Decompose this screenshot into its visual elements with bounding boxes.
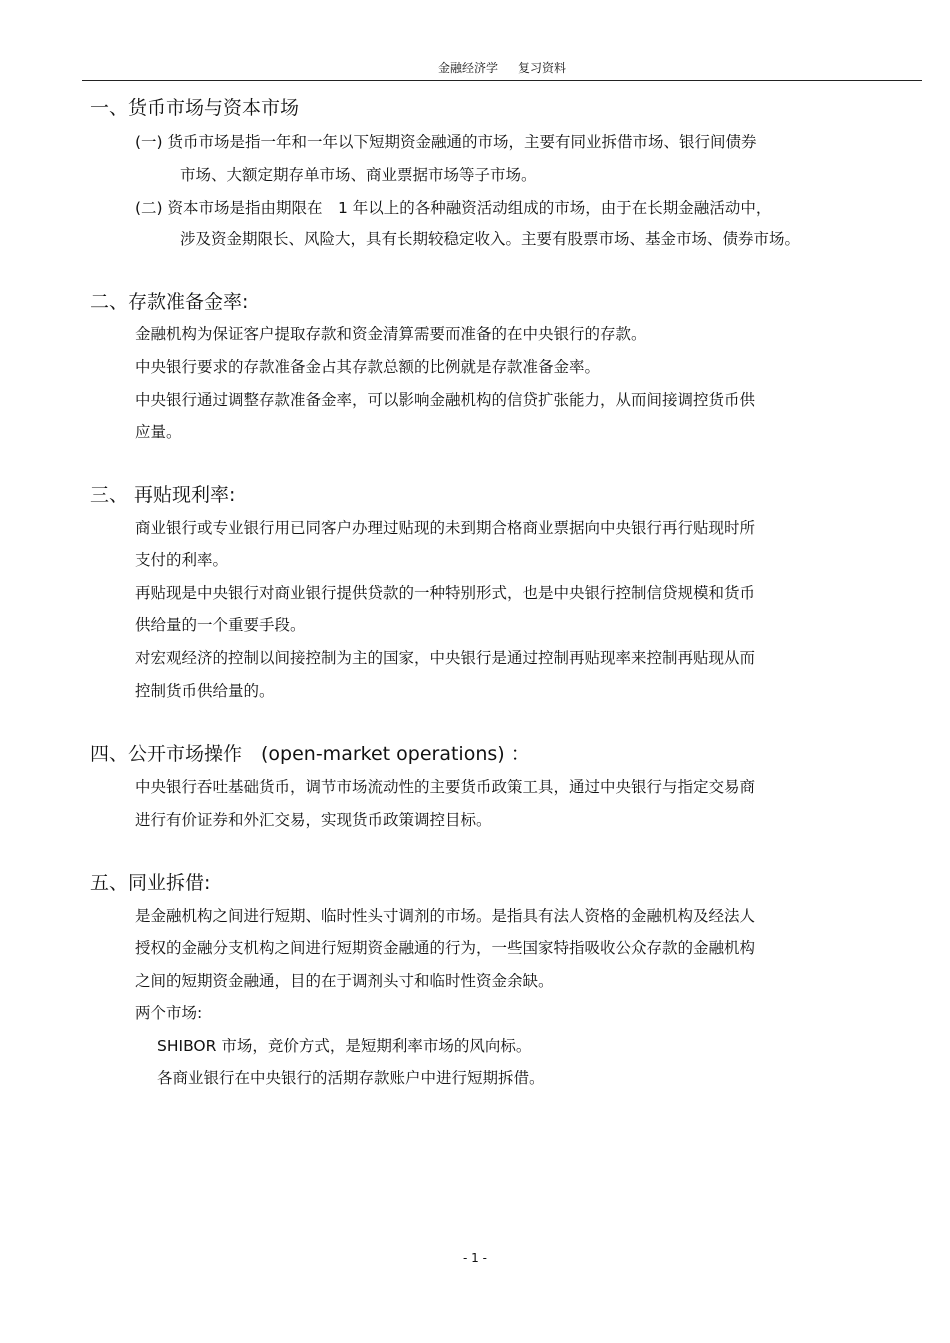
paragraph-line: 商业银行或专业银行用已同客户办理过贴现的未到期合格商业票据向中央银行再行贴现时所 xyxy=(135,519,756,537)
section-heading-3: 三、 再贴现利率: xyxy=(90,484,236,506)
section-heading-4: 四、公开市场操作 (open-market operations) ： xyxy=(90,743,530,765)
paragraph-line: (一) 货币市场是指一年和一年以下短期资金融通的市场，主要有同业拆借市场、银行间债券 xyxy=(135,133,757,151)
header-type: 复习资料 xyxy=(518,61,567,75)
section-heading-2: 二、存款准备金率: xyxy=(90,291,249,313)
paragraph-line: 两个市场: xyxy=(135,1004,203,1022)
paragraph-line: 中央银行吞吐基础货币，调节市场流动性的主要货币政策工具，通过中央银行与指定交易商 xyxy=(135,778,756,796)
paragraph-line: 金融机构为保证客户提取存款和资金清算需要而准备的在中央银行的存款。 xyxy=(135,325,647,343)
paragraph-line: 进行有价证券和外汇交易，实现货币政策调控目标。 xyxy=(135,811,492,829)
page-header xyxy=(82,60,922,80)
header-rule xyxy=(82,80,922,81)
paragraph-line: 对宏观经济的控制以间接控制为主的国家，中央银行是通过控制再贴现率来控制再贴现从而 xyxy=(135,649,756,667)
header-subject: 金融经济学 xyxy=(437,61,498,75)
paragraph-line: 之间的短期资金融通，目的在于调剂头寸和临时性资金余缺。 xyxy=(135,972,554,990)
paragraph-line: 应量。 xyxy=(135,423,182,441)
paragraph-line: 再贴现是中央银行对商业银行提供贷款的一种特别形式，也是中央银行控制信贷规模和货币 xyxy=(135,584,756,602)
page-number: - 1 - xyxy=(463,1251,487,1265)
paragraph-line: 供给量的一个重要手段。 xyxy=(135,616,306,634)
section-heading-5: 五、同业拆借: xyxy=(90,872,211,894)
paragraph-line: 中央银行通过调整存款准备金率，可以影响金融机构的信贷扩张能力，从而间接调控货币供 xyxy=(135,391,756,409)
paragraph-line: 各商业银行在中央银行的活期存款账户中进行短期拆借。 xyxy=(157,1069,545,1087)
paragraph-line: SHIBOR 市场，竞价方式，是短期利率市场的风向标。 xyxy=(157,1037,532,1055)
paragraph-line: 支付的利率。 xyxy=(135,551,229,569)
paragraph-line: 中央银行要求的存款准备金占其存款总额的比例就是存款准备金率。 xyxy=(135,358,601,376)
paragraph-line: 授权的金融分支机构之间进行短期资金融通的行为，一些国家特指吸收公众存款的金融机构 xyxy=(135,939,756,957)
paragraph-line: 市场、大额定期存单市场、商业票据市场等子市场。 xyxy=(180,166,537,184)
paragraph-line: 涉及资金期限长、风险大，具有长期较稳定收入。主要有股票市场、基金市场、债券市场。 xyxy=(180,230,801,248)
paragraph-line: (二) 资本市场是指由期限在 1 年以上的各种融资活动组成的市场，由于在长期金融活动中， xyxy=(135,199,772,217)
paragraph-line: 是金融机构之间进行短期、临时性头寸调剂的市场。是指具有法人资格的金融机构及经法人 xyxy=(135,907,756,925)
paragraph-line: 控制货币供给量的。 xyxy=(135,682,275,700)
section-heading-1: 一、货币市场与资本市场 xyxy=(90,97,300,119)
